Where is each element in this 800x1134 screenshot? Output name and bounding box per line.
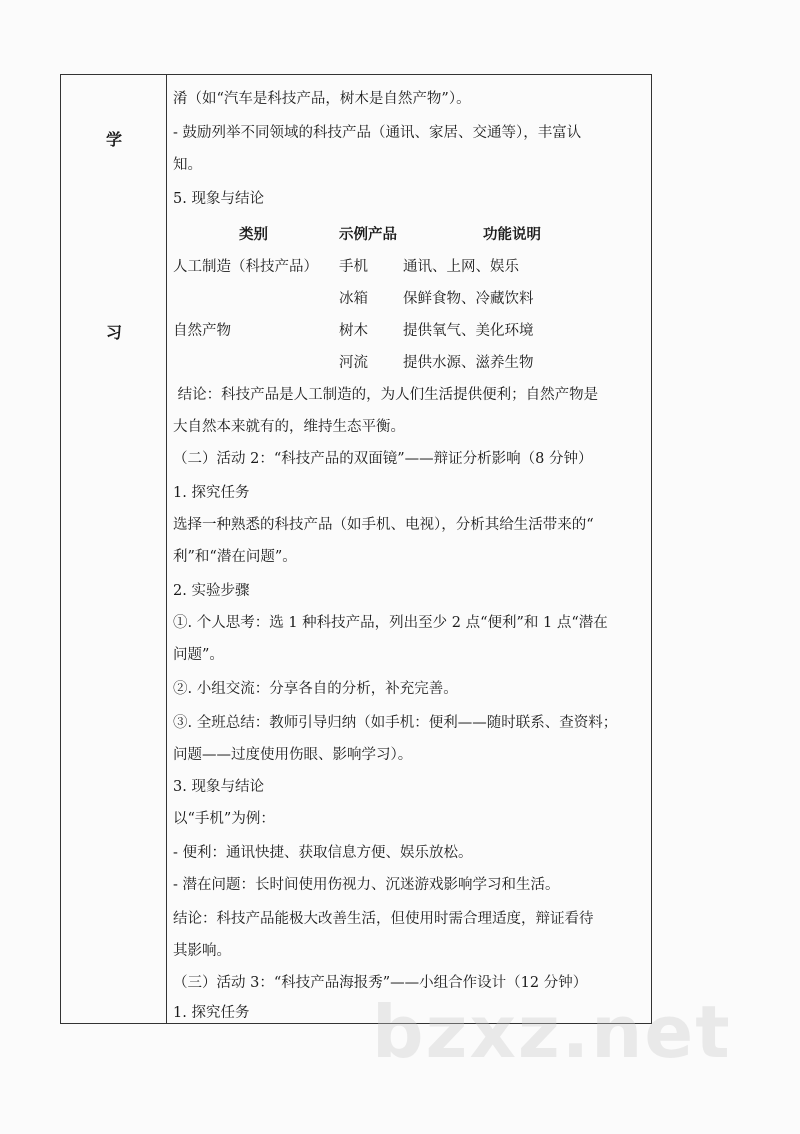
text-line: 问题”。 (173, 647, 224, 663)
table-cell-product: 树木 (339, 323, 368, 339)
text-line: 知。 (173, 157, 202, 173)
text-line: ②. 小组交流：分享各自的分析，补充完善。 (173, 681, 458, 697)
text-line: 利”和“潜在问题”。 (173, 549, 297, 565)
text-line: 3. 现象与结论 (173, 779, 264, 795)
watermark: bzxz.net (372, 990, 732, 1074)
text-line: 其影响。 (173, 943, 231, 959)
section-char-xi: 习 (105, 323, 122, 342)
text-line: 大自然本来就有的，维持生态平衡。 (173, 419, 405, 435)
table-header-category: 类别 (239, 227, 268, 243)
table-cell-product: 冰箱 (339, 291, 368, 307)
text-line: 选择一种熟悉的科技产品（如手机、电视），分析其给生活带来的“ (173, 517, 594, 533)
table-header-function: 功能说明 (483, 227, 541, 243)
table-cell-function: 提供氧气、美化环境 (403, 323, 534, 339)
table-cell-function: 通讯、上网、娱乐 (403, 259, 519, 275)
text-line: 问题——过度使用伤眼、影响学习）。 (173, 747, 413, 763)
table-cell-function: 提供水源、滋养生物 (403, 355, 534, 371)
text-line: - 潜在问题：长时间使用伤视力、沉迷游戏影响学习和生活。 (173, 877, 560, 893)
activity-heading: （三）活动 3：“科技产品海报秀”——小组合作设计（12 分钟） (173, 975, 588, 991)
lesson-table (60, 74, 652, 1024)
text-line: - 便利：通讯快捷、获取信息方便、娱乐放松。 (173, 845, 473, 861)
text-line: 1. 探究任务 (173, 1005, 250, 1021)
table-cell-category: 自然产物 (173, 323, 231, 339)
text-line: ③. 全班总结：教师引导归纳（如手机：便利——随时联系、查资料； (173, 715, 618, 731)
text-line: 结论：科技产品是人工制造的，为人们生活提供便利；自然产物是 (173, 387, 599, 403)
text-line: ①. 个人思考：选 1 种科技产品，列出至少 2 点“便利”和 1 点“潜在 (173, 615, 608, 631)
text-line: 1. 探究任务 (173, 485, 250, 501)
table-header-product: 示例产品 (339, 227, 397, 243)
table-cell-product: 手机 (339, 259, 368, 275)
table-cell-product: 河流 (339, 355, 368, 371)
text-line: 5. 现象与结论 (173, 191, 264, 207)
text-line: 淆（如“汽车是科技产品，树木是自然产物”）。 (173, 91, 471, 107)
text-line: 2. 实验步骤 (173, 583, 250, 599)
activity-heading: （二）活动 2：“科技产品的双面镜”——辩证分析影响（8 分钟） (173, 451, 593, 467)
text-line: 以“手机”为例： (173, 811, 275, 827)
section-label-column (61, 75, 167, 1023)
table-cell-category: 人工制造（科技产品） (173, 259, 318, 275)
table-cell-function: 保鲜食物、冷藏饮料 (403, 291, 534, 307)
text-line: - 鼓励列举不同领域的科技产品（通讯、家居、交通等），丰富认 (173, 125, 582, 141)
section-char-xue: 学 (105, 130, 122, 149)
text-line: 结论：科技产品能极大改善生活，但使用时需合理适度，辩证看待 (173, 911, 594, 927)
